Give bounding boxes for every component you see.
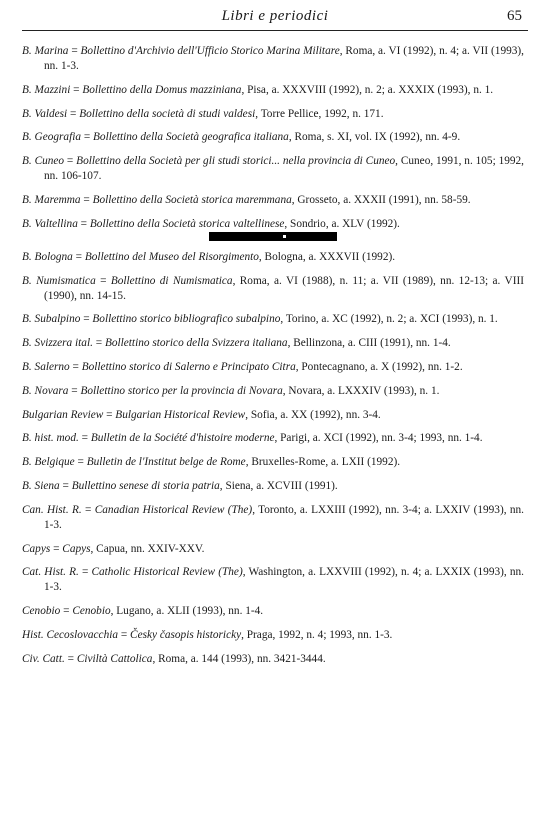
page-header (22, 8, 528, 31)
entry-abbreviation: Cenobio (22, 605, 61, 618)
entry-title: Bollettino della Società geografica italiana (93, 131, 289, 144)
entry-title: Civiltà Cattolica (76, 652, 153, 665)
entry-equals: = (72, 250, 85, 263)
entry-title: Catholic Historical Review (The) (91, 566, 243, 579)
entry-equals: = (81, 503, 95, 516)
list-item (22, 312, 524, 327)
entry-title: Bollettino storico di Salerno e Principato Citra (81, 360, 296, 373)
entry-equals: = (67, 107, 80, 120)
entry-details: , Lugano, a. XLII (1993), nn. 1-4. (110, 605, 264, 618)
list-item (22, 503, 524, 533)
entry-abbreviation: B. Marina (22, 45, 69, 57)
list-item (22, 217, 524, 232)
entry-equals: = (68, 45, 81, 57)
entry-title: Bollettino della Società per gli studi storici... nella provincia di Cuneo (76, 155, 396, 168)
list-item (22, 130, 524, 145)
entry-details: , Torino, a. XC (1992), n. 2; a. XCI (1993), n. 1. (280, 313, 498, 326)
entry-abbreviation: B. Svizzera ital. (22, 337, 93, 350)
entry-equals: = (81, 131, 94, 144)
entry-details: , Grosseto, a. XXXII (1991), nn. 58-59. (291, 193, 471, 206)
entry-title: Bollettino del Museo del Risorgimento (84, 250, 259, 263)
entry-abbreviation: Civ. Catt. (22, 652, 65, 665)
entry-title: Bulletin de l'Institut belge de Rome (86, 456, 246, 469)
entry-title: Bollettino d'Archivio dell'Ufficio Storico Marina Militare (80, 45, 340, 57)
entry-title: Bollettino della Società storica valtellinese (89, 217, 285, 230)
entry-details: , Pontecagnano, a. X (1992), nn. 1-2. (295, 360, 463, 373)
list-item (22, 408, 524, 423)
entry-equals: = (50, 542, 63, 555)
entry-abbreviation: B. Cuneo (22, 155, 65, 168)
entry-equals: = (78, 432, 91, 445)
entry-details: , Praga, 1992, n. 4; 1993, nn. 1-3. (241, 628, 393, 641)
entry-title: Bulgarian Historical Review (115, 408, 246, 421)
entry-abbreviation: B. Numismatica (22, 274, 96, 287)
list-item (22, 274, 524, 304)
entry-equals: = (80, 313, 93, 326)
list-item (22, 431, 524, 446)
entry-equals: = (64, 155, 77, 168)
list-item (22, 652, 524, 667)
entry-title: Canadian Historical Review (The) (94, 503, 253, 516)
entry-abbreviation: B. Maremma (22, 193, 81, 206)
entry-equals: = (70, 83, 83, 96)
list-item (22, 604, 524, 619)
entry-details: , Parigi, a. XCI (1992), nn. 3-4; 1993, nn. 1-4. (274, 432, 483, 445)
entry-title: Česky časopis historicky (130, 628, 242, 641)
entry-abbreviation: B. Mazzini (22, 83, 71, 96)
entry-details: , Toronto, a. LXXIII (1992), nn. 3-4; a. LXXIV (1993), nn. 1-3. (44, 503, 524, 531)
entry-equals: = (80, 193, 93, 206)
entry-title: Bollettino della Domus mazziniana (82, 83, 242, 96)
entry-abbreviation: Can. Hist. R. (22, 503, 82, 516)
redaction-bar (209, 232, 337, 241)
entry-details: , Novara, a. LXXXIV (1993), n. 1. (282, 384, 440, 397)
list-item (22, 154, 524, 184)
list-item (22, 479, 524, 494)
entry-abbreviation: B. hist. mod. (22, 432, 79, 445)
entry-equals: = (69, 360, 82, 373)
entry-details: , Roma, a. 144 (1993), nn. 3421-3444. (152, 652, 326, 665)
entry-details: , Torre Pellice, 1992, n. 171. (255, 107, 384, 120)
list-item (22, 384, 524, 399)
entry-abbreviation: B. Valtellina (22, 217, 78, 230)
entry-abbreviation: B. Belgique (22, 456, 75, 469)
entry-details: , Cuneo, 1991, n. 105; 1992, nn. 106-107. (44, 155, 524, 183)
entry-details: , Siena, a. XCVIII (1991). (219, 479, 338, 492)
entry-details: , Sondrio, a. XLV (1992). (284, 217, 400, 230)
entry-abbreviation: Bulgarian Review (22, 408, 104, 421)
entry-equals: = (92, 337, 105, 350)
entry-title: Bullettino senese di storia patria (71, 479, 220, 492)
entry-equals: = (74, 456, 87, 469)
entry-details: , Bruxelles-Rome, a. LXII (1992). (245, 456, 401, 469)
entry-equals: = (64, 652, 77, 665)
entry-abbreviation: Cat. Hist. R. (22, 566, 79, 579)
entry-abbreviation: Capys (22, 542, 51, 555)
entry-abbreviation: B. Subalpino (22, 313, 81, 326)
entry-abbreviation: B. Geografia (22, 131, 81, 144)
entry-equals: = (68, 384, 81, 397)
list-item (22, 360, 524, 375)
entry-details: , Capua, nn. XXIV-XXV. (90, 542, 205, 555)
entry-details: , Washington, a. LXXVIII (1992), n. 4; a. LXXIX (1993), nn. 1-3. (44, 566, 524, 594)
entry-abbreviation: B. Siena (22, 479, 60, 492)
list-item (22, 107, 524, 122)
entry-title: Bollettino storico bibliografico subalpino (92, 313, 281, 326)
list-item (22, 44, 524, 74)
entry-title: Bulletin de la Société d'histoire moderne (90, 432, 275, 445)
entry-details: , Bellinzona, a. CIII (1991), nn. 1-4. (287, 337, 451, 350)
entry-details: , Sofia, a. XX (1992), nn. 3-4. (245, 408, 381, 421)
entry-details: , Roma, a. VI (1992), n. 4; a. VII (1993), nn. 1-3. (44, 45, 524, 72)
entry-abbreviation: B. Valdesi (22, 107, 68, 120)
entry-equals: = (118, 628, 131, 641)
entry-details: , Pisa, a. XXXVIII (1992), n. 2; a. XXXIX (1993), n. 1. (241, 83, 494, 96)
list-item (22, 193, 524, 208)
entry-details: , Roma, a. VI (1988), n. 11; a. VII (1989), nn. 12-13; a. VIII (1990), nn. 14-15. (44, 274, 524, 302)
list-item (22, 565, 524, 595)
entry-equals: = (78, 566, 92, 579)
entry-details: , Bologna, a. XXXVII (1992). (258, 250, 396, 263)
entry-details: , Roma, s. XI, vol. IX (1992), nn. 4-9. (288, 131, 461, 144)
list-item (22, 83, 524, 98)
entry-title: Bollettino della Società storica maremmana (92, 193, 292, 206)
entry-title: Bollettino di Numismatica (110, 274, 233, 287)
entry-equals: = (95, 274, 111, 287)
entry-title: Bollettino storico per la provincia di Novara (80, 384, 283, 397)
entry-abbreviation: B. Novara (22, 384, 69, 397)
entry-abbreviation: Hist. Cecoslovacchia (22, 628, 119, 641)
list-item (22, 455, 524, 470)
running-title: Libri e periodici (221, 8, 329, 24)
entry-abbreviation: B. Bologna (22, 250, 73, 263)
entry-equals: = (103, 408, 116, 421)
entry-equals: = (60, 605, 73, 618)
entry-title: Bollettino storico della Svizzera italiana (104, 337, 288, 350)
list-item (22, 628, 524, 643)
page-number: 65 (507, 8, 522, 24)
entry-title: Capys (62, 542, 91, 555)
periodicals-list (22, 44, 524, 676)
list-item (22, 250, 524, 265)
entry-equals: = (77, 217, 90, 230)
entry-abbreviation: B. Salerno (22, 360, 70, 373)
list-item (22, 336, 524, 351)
entry-title: Cenobio (72, 605, 111, 618)
redaction-dot (283, 235, 286, 238)
list-item (22, 542, 524, 557)
entry-equals: = (59, 479, 72, 492)
entry-title: Bollettino della società di studi valdesi (79, 107, 256, 120)
